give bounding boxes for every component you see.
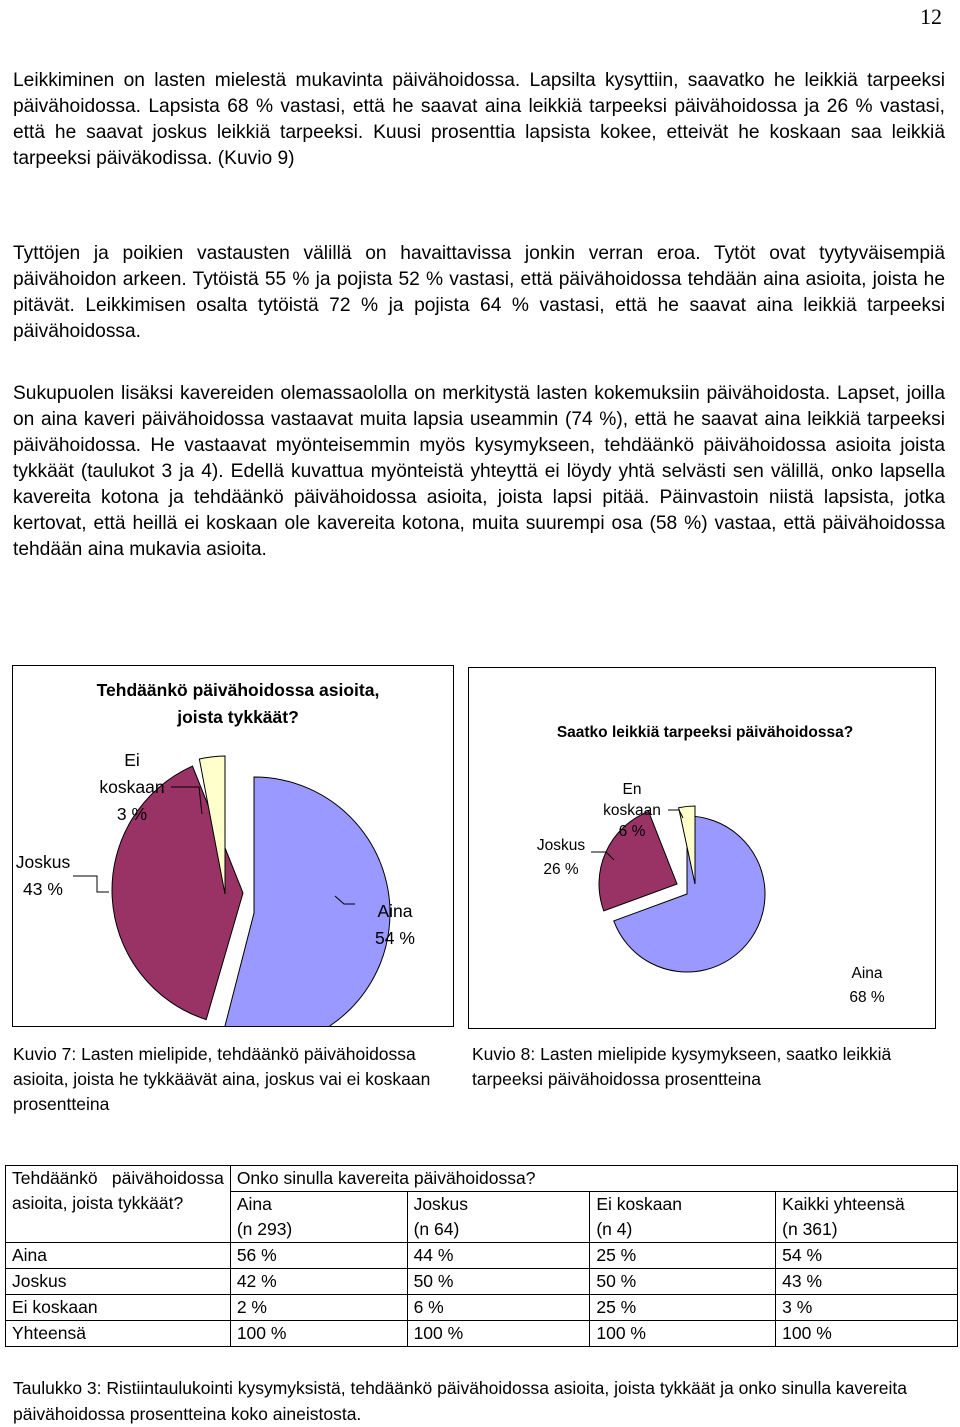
- paragraph-tyttojen-poikien: Tyttöjen ja poikien vastausten välillä on havaittavissa jonkin verran eroa. Tytöt ovat tyytyväisempiä päivähoidon arkeen. Tytöistä 55 % ja pojista 52 % vastasi, että päivähoidossa tehdään aina asioita, joista he pitävät. Leikkimisen osalta tytöistä 72 % ja pojista 64 % vastasi, että he saavat aina leikkiä tarpeeksi päivähoidossa.: [13, 243, 945, 342]
- row-label: Yhteensä: [6, 1321, 231, 1347]
- table-row: [6, 1269, 958, 1295]
- table-cell: 100 %: [407, 1321, 590, 1347]
- pie-chart-tehdaanko: [12, 665, 454, 1027]
- column-header-label: Ei koskaan: [596, 1194, 682, 1214]
- page-number: 12: [920, 4, 942, 29]
- chart-title: Saatko leikkiä tarpeeksi päivähoidossa?: [556, 724, 854, 741]
- slice-label-koskaan: koskaan: [99, 777, 165, 797]
- table-cell: 50 %: [590, 1269, 776, 1295]
- slice-pct-joskus: 26 %: [543, 861, 579, 878]
- slice-pct-ei-koskaan: 3 %: [116, 804, 148, 824]
- leader-line-joskus: [73, 876, 109, 892]
- slice-label-aina: Aina: [851, 965, 883, 982]
- column-header: [407, 1192, 590, 1243]
- table-row: [6, 1321, 958, 1347]
- table-row: [6, 1243, 958, 1269]
- caption-kuvio-8: Kuvio 8: Lasten mielipide kysymykseen, saatko leikkiä tarpeeksi päivähoidossa prosentteina: [472, 1044, 892, 1089]
- table-cell: 54 %: [776, 1243, 958, 1269]
- slice-label-ei: Ei: [124, 750, 140, 770]
- pie-chart-1-svg: [13, 666, 453, 1026]
- pie-chart-2-svg: [469, 668, 935, 1028]
- table-header-row: [6, 1166, 958, 1192]
- row-label: Aina: [6, 1243, 231, 1269]
- table-cell: 6 %: [407, 1295, 590, 1321]
- table-row: [6, 1295, 958, 1321]
- column-header-n: (n 64): [413, 1219, 460, 1239]
- table-corner-header: Tehdäänkö päivähoidossa asioita, joista tykkäät?: [6, 1166, 231, 1243]
- slice-label-joskus: Joskus: [536, 837, 586, 854]
- table-cell: 100 %: [590, 1321, 776, 1347]
- slice-label-en: En: [622, 781, 642, 798]
- slice-pct-aina: 54 %: [375, 928, 415, 948]
- chart-title-line1: Tehdäänkö päivähoidossa asioita,: [96, 680, 380, 700]
- caption-kuvio-7: Kuvio 7: Lasten mielipide, tehdäänkö päivähoidossa asioita, joista he tykkäävät aina, joskus vai ei koskaan prosentteina: [13, 1044, 431, 1114]
- caption-taulukko-3: Taulukko 3: Ristiintaulukointi kysymyksistä, tehdäänkö päivähoidossa asioita, joista tykkäät ja onko sinulla kavereita päivähoidossa prosentteina koko aineistosta.: [13, 1378, 907, 1424]
- table-cell: 25 %: [590, 1243, 776, 1269]
- slice-pct-joskus: 43 %: [23, 879, 63, 899]
- table-cell: 2 %: [230, 1295, 407, 1321]
- slice-label-aina: Aina: [377, 901, 413, 921]
- row-label: Ei koskaan: [6, 1295, 231, 1321]
- table-cell: 56 %: [230, 1243, 407, 1269]
- crosstab-table: [5, 1165, 958, 1347]
- table-cell: 43 %: [776, 1269, 958, 1295]
- column-header: [590, 1192, 776, 1243]
- chart-title-line2: joista tykkäät?: [177, 707, 299, 727]
- pie-slice-aina: [220, 777, 390, 1026]
- table-cell: 100 %: [230, 1321, 407, 1347]
- column-header-label: Kaikki yhteensä: [782, 1194, 905, 1214]
- column-header: [776, 1192, 958, 1243]
- table-cell: 50 %: [407, 1269, 590, 1295]
- column-header-n: (n 361): [782, 1219, 838, 1239]
- column-header-n: (n 4): [596, 1219, 633, 1239]
- column-header-label: Aina: [236, 1194, 272, 1214]
- paragraph-sukupuolen: Sukupuolen lisäksi kavereiden olemassaololla on merkitystä lasten kokemuksiin päivähoidosta. Lapset, joilla on aina kaveri päivähoidossa vastaavat muita lapsia useammin (74 %), että he saavat aina leikkiä tarpeeksi päivähoidossa. He vastaavat myönteisemmin myös kysymykseen, tehdäänkö päivähoidossa asioita joista tykkäät (taulukot 3 ja 4). Edellä kuvattua myönteistä yhteyttä ei löydy yhtä selvästi sen välillä, onko lapsella kavereita kotona ja tehdäänkö päivähoidossa asioita, joista lapsi pitää. Päinvastoin niistä lapsista, jotka kertovat, että heillä ei koskaan ole kavereita kotona, muita suurempi osa (58 %) vastaa, että päivähoidossa tehdään aina mukavia asioita.: [13, 383, 945, 560]
- table-cell: 25 %: [590, 1295, 776, 1321]
- table-cell: 44 %: [407, 1243, 590, 1269]
- slice-label-joskus: Joskus: [15, 852, 71, 872]
- slice-label-koskaan: koskaan: [603, 802, 661, 819]
- row-label: Joskus: [6, 1269, 231, 1295]
- table-group-header: Onko sinulla kavereita päivähoidossa?: [230, 1166, 957, 1192]
- slice-pct-en-koskaan: 6 %: [618, 823, 646, 840]
- slice-pct-aina: 68 %: [849, 989, 885, 1006]
- column-header: [230, 1192, 407, 1243]
- column-header-label: Joskus: [413, 1194, 469, 1214]
- column-header-n: (n 293): [236, 1219, 293, 1239]
- table-cell: 100 %: [776, 1321, 958, 1347]
- paragraph-leikkiminen: Leikkiminen on lasten mielestä mukavinta päivähoidossa. Lapsilta kysyttiin, saavatko he leikkiä tarpeeksi päivähoidossa. Lapsista 68 % vastasi, että he saavat aina leikkiä tarpeeksi päivähoidossa ja 26 % vastasi, että he saavat joskus leikkiä tarpeeksi. Kuusi prosenttia lapsista kokee, etteivät he koskaan saa leikkiä tarpeeksi päiväkodissa. (Kuvio 9): [13, 70, 945, 169]
- pie-chart-saatko-leikkia: [468, 667, 936, 1029]
- table-cell: 3 %: [776, 1295, 958, 1321]
- table-cell: 42 %: [230, 1269, 407, 1295]
